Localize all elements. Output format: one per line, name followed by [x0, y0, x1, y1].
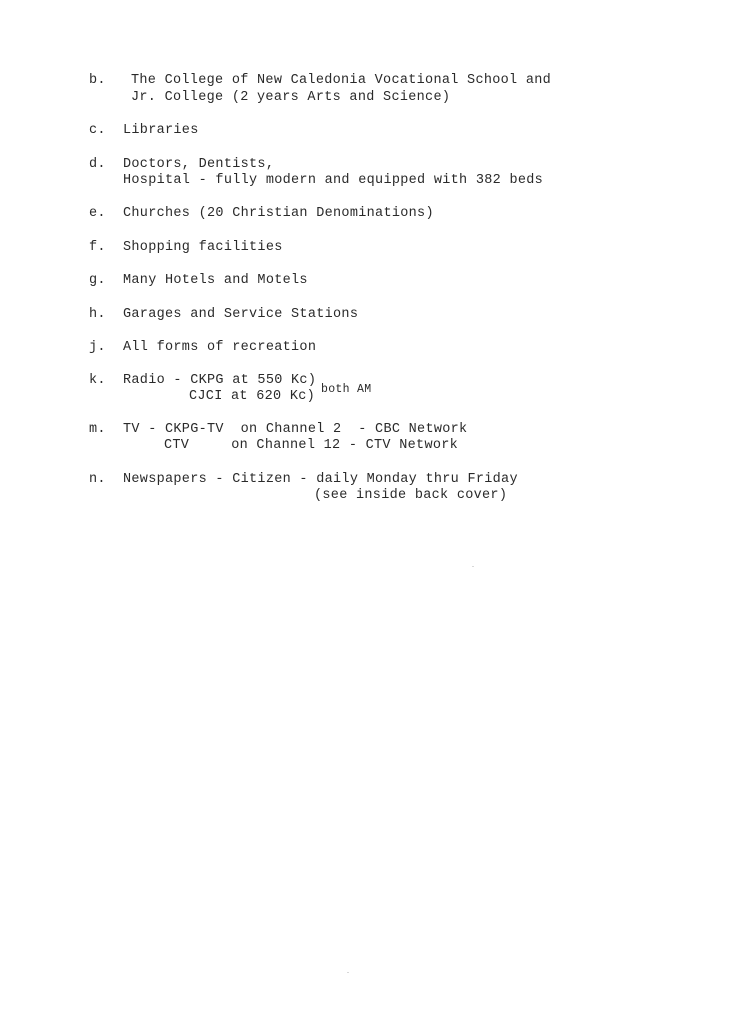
item-m-line-1: TV - CKPG-TV on Channel 2 - CBC Network — [123, 422, 468, 437]
item-d-line-2: Hospital - fully modern and equipped with 382 beds — [123, 173, 544, 188]
item-letter-g: g. — [89, 273, 106, 288]
item-letter-e: e. — [89, 206, 106, 221]
item-b-line-1: The College of New Caledonia Vocational School and — [131, 73, 552, 88]
item-h-line-1: Garages and Service Stations — [123, 307, 359, 322]
item-letter-d: d. — [89, 157, 106, 172]
item-c-line-1: Libraries — [123, 123, 199, 138]
item-f-line-1: Shopping facilities — [123, 240, 283, 255]
item-e-line-1: Churches (20 Christian Denominations) — [123, 206, 434, 221]
item-b-line-2: Jr. College (2 years Arts and Science) — [131, 90, 451, 105]
item-m-line-2: CTV on Channel 12 - CTV Network — [164, 438, 459, 453]
item-letter-c: c. — [89, 123, 106, 138]
item-j-line-1: All forms of recreation — [123, 340, 317, 355]
item-k-line-2: CJCI at 620 Kc) — [189, 389, 316, 404]
item-letter-j: j. — [89, 340, 106, 355]
scan-speck — [472, 566, 474, 567]
item-n-line-2: (see inside back cover) — [314, 488, 508, 503]
item-g-line-1: Many Hotels and Motels — [123, 273, 308, 288]
scan-speck — [347, 972, 349, 973]
item-k-line-1: Radio - CKPG at 550 Kc) — [123, 373, 317, 388]
item-k-side-note: both AM — [321, 383, 372, 396]
item-letter-m: m. — [89, 422, 106, 437]
item-letter-b: b. — [89, 73, 106, 88]
item-d-line-1: Doctors, Dentists, — [123, 157, 275, 172]
item-letter-h: h. — [89, 307, 106, 322]
item-letter-f: f. — [89, 240, 106, 255]
item-letter-n: n. — [89, 472, 106, 487]
item-letter-k: k. — [89, 373, 106, 388]
item-n-line-1: Newspapers - Citizen - daily Monday thru Friday — [123, 472, 518, 487]
